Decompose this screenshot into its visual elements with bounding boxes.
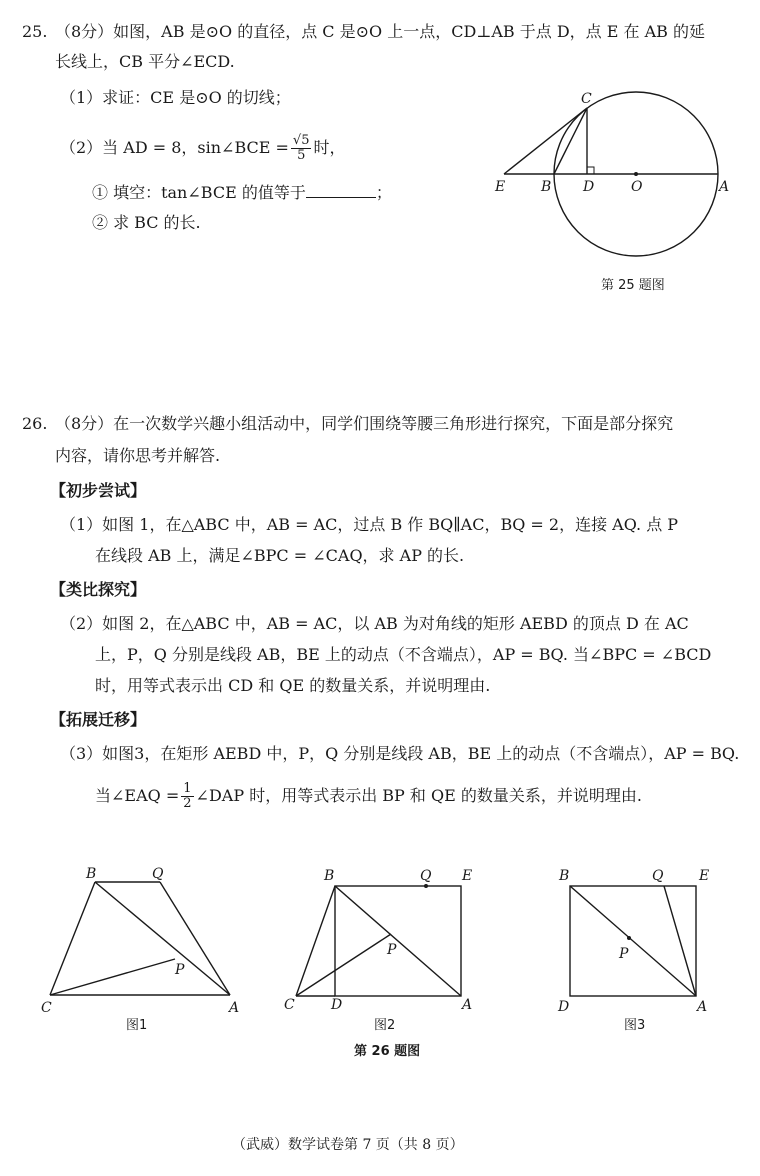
label-d: D — [583, 179, 595, 195]
q25-number: 25. — [22, 22, 48, 41]
line-cp — [296, 934, 391, 996]
q25-sub1-text: ① 填空：tan∠BCE 的值等于 — [92, 183, 306, 202]
q25-stem-line1: （8分）如图，AB 是⊙O 的直径，点 C 是⊙O 上一点，CD⊥AB 于点 D，点 E 在 AB 的延 — [55, 22, 705, 41]
q26-stem-line1: （8分）在一次数学兴趣小组活动中，同学们围绕等腰三角形进行探究，下面是部分探究 — [55, 414, 674, 433]
q26-figure-caption: 第 26 题图 — [354, 1044, 421, 1059]
q26-frac-numerator: 1 — [183, 781, 192, 796]
center-point — [634, 172, 638, 176]
q26-part2-line1: （2）如图 2，在△ABC 中，AB = AC，以 AB 为对角线的矩形 AEBD 的顶点 D 在 AC — [60, 614, 689, 633]
q25-figure — [490, 85, 740, 265]
q25-part2-suffix: 时， — [313, 138, 346, 157]
label-p: P — [387, 942, 397, 958]
label-p: P — [175, 962, 185, 978]
q25-figure-caption: 第 25 题图 — [601, 278, 665, 293]
q25-frac-numerator: √5 — [292, 133, 310, 148]
figure1-caption: 图1 — [126, 1018, 148, 1033]
label-q: Q — [652, 868, 664, 884]
q26-part3-line2 — [95, 782, 642, 811]
q26-stem-line2: 内容，请你思考并解答. — [55, 446, 221, 465]
q25-sub1-end: ； — [375, 183, 392, 202]
label-a: A — [697, 999, 708, 1015]
line-ec — [504, 108, 587, 174]
right-angle-mark — [587, 167, 594, 174]
label-b: B — [86, 866, 97, 882]
q25-sub2: ② 求 BC 的长. — [92, 213, 201, 232]
label-o: O — [631, 179, 643, 195]
q25-sine-fraction — [291, 134, 312, 163]
q26-figure2 — [278, 866, 488, 1016]
q26-part3-line1: （3）如图3，在矩形 AEBD 中，P，Q 分别是线段 AB，BE 上的动点（不含端点），AP = BQ. — [60, 744, 740, 763]
label-e: E — [462, 868, 473, 884]
label-b: B — [324, 868, 335, 884]
label-a: A — [719, 179, 730, 195]
q26-number: 26. — [22, 414, 48, 433]
line-ba — [570, 886, 696, 996]
line-cb — [554, 108, 587, 174]
label-q: Q — [420, 868, 432, 884]
label-d: D — [331, 997, 343, 1013]
section-initial-attempt: 【初步尝试】 — [50, 481, 147, 500]
q25-part1: （1）求证：CE 是⊙O 的切线； — [60, 88, 291, 107]
label-d: D — [558, 999, 570, 1015]
point-q — [424, 884, 428, 888]
line-cb — [50, 882, 95, 995]
point-p — [627, 936, 631, 940]
line-cp — [50, 959, 175, 995]
q26-half-fraction — [181, 782, 193, 811]
q25-part2 — [60, 134, 346, 163]
q25-part2-prefix: （2）当 AD = 8，sin∠BCE = — [60, 138, 289, 157]
label-c: C — [41, 1000, 52, 1016]
label-b: B — [541, 179, 552, 195]
q26-frac-denominator: 2 — [183, 796, 192, 811]
line-qa — [664, 886, 696, 996]
q26-part2-line2: 上，P，Q 分别是线段 AB，BE 上的动点（不含端点），AP = BQ. 当∠BPC = ∠BCD — [95, 645, 712, 664]
line-ba — [335, 886, 461, 996]
q26-part1-line2: 在线段 AB 上，满足∠BPC = ∠CAQ，求 AP 的长. — [95, 546, 465, 565]
section-analogy: 【类比探究】 — [50, 580, 147, 599]
label-e: E — [495, 179, 506, 195]
q26-part3-suffix: ∠DAP 时，用等式表示出 BP 和 QE 的数量关系，并说明理由. — [195, 786, 642, 805]
q25-stem-line2: 长线上，CB 平分∠ECD. — [55, 52, 235, 71]
q25-frac-denominator: 5 — [297, 148, 306, 163]
answer-blank[interactable] — [306, 183, 376, 198]
label-c: C — [581, 91, 592, 107]
section-extension: 【拓展迁移】 — [50, 710, 147, 729]
q26-figure3 — [548, 866, 728, 1016]
label-q: Q — [152, 866, 164, 882]
label-b: B — [559, 868, 570, 884]
line-qa — [160, 882, 230, 995]
label-a: A — [229, 1000, 240, 1016]
q26-figure1 — [35, 860, 250, 1020]
label-e: E — [699, 868, 710, 884]
q26-part1-line1: （1）如图 1，在△ABC 中，AB = AC，过点 B 作 BQ∥AC，BQ = 2，连接 AQ. 点 P — [60, 515, 679, 534]
label-a: A — [462, 997, 473, 1013]
line-cb — [296, 886, 335, 996]
line-ba — [95, 882, 230, 995]
q26-part2-line3: 时，用等式表示出 CD 和 QE 的数量关系，并说明理由. — [95, 676, 491, 695]
q25-sub1 — [92, 183, 392, 203]
figure2-caption: 图2 — [374, 1018, 396, 1033]
q26-part3-prefix: 当∠EAQ = — [95, 786, 180, 805]
label-c: C — [284, 997, 295, 1013]
page-footer: （武威）数学试卷第 7 页（共 8 页） — [232, 1137, 464, 1153]
label-p: P — [619, 946, 629, 962]
figure3-caption: 图3 — [624, 1018, 646, 1033]
